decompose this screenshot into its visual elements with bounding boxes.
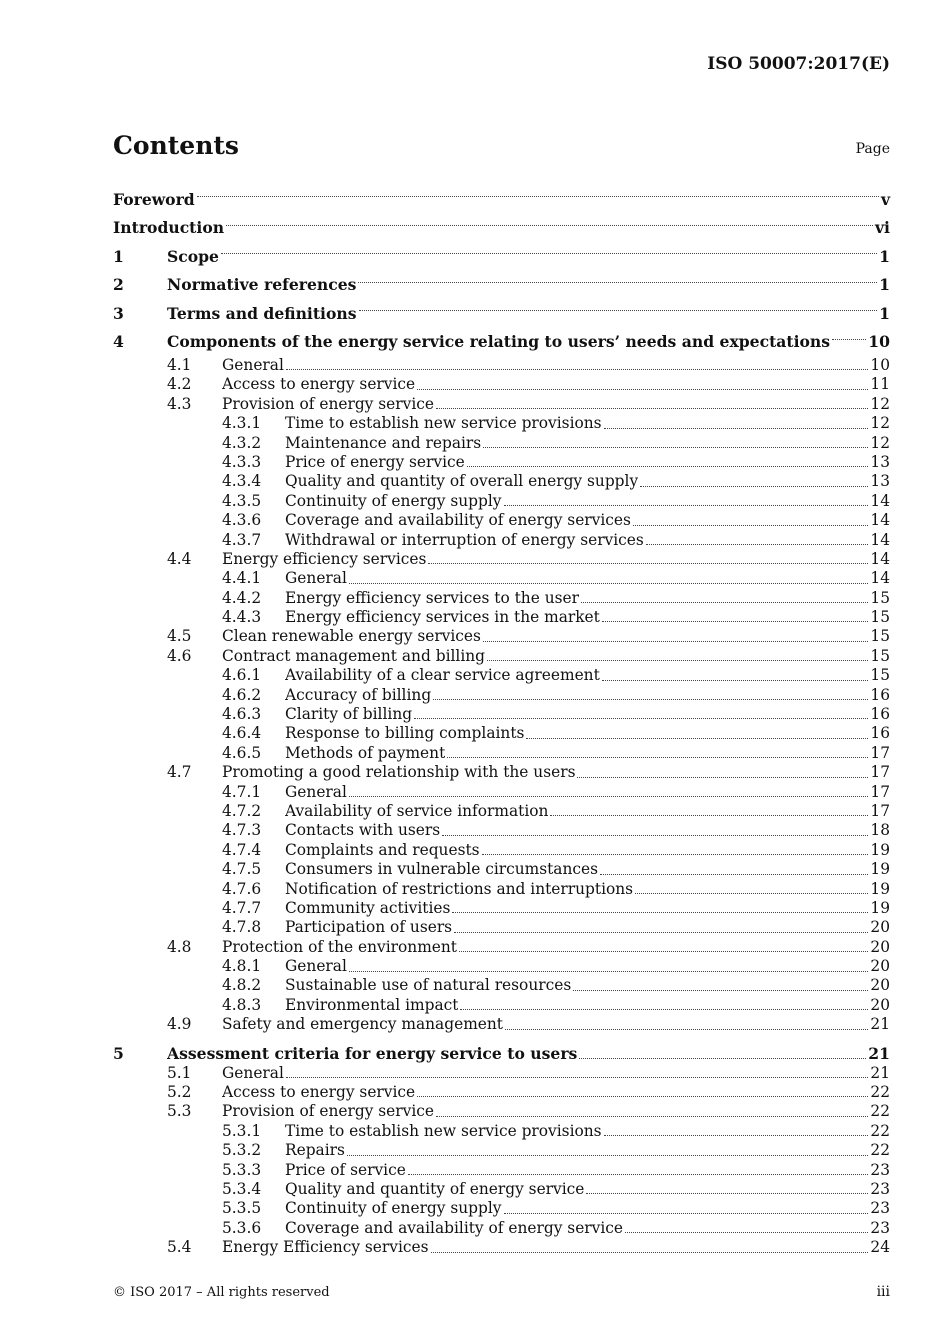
toc-entry-title: General xyxy=(222,1063,284,1082)
dot-leader xyxy=(226,225,873,226)
dot-leader xyxy=(579,1058,866,1059)
dot-leader xyxy=(504,1213,869,1214)
toc-entry-title: Availability of service information xyxy=(285,801,549,820)
toc-entry[interactable] xyxy=(113,724,890,743)
document-id: ISO 50007:2017(E) xyxy=(707,54,890,74)
toc-entry-title: Components of the energy service relating to users’ needs and expectations xyxy=(167,332,831,352)
toc-entry-number: 4.6.3 xyxy=(222,705,262,724)
toc-entry-page: 20 xyxy=(870,957,890,976)
dot-leader xyxy=(635,893,868,894)
toc-entry[interactable] xyxy=(113,1015,890,1034)
toc-entry[interactable] xyxy=(113,821,890,840)
table-of-contents xyxy=(113,185,890,1258)
toc-entry-number: 5 xyxy=(113,1044,124,1064)
dot-leader xyxy=(604,1135,869,1136)
toc-entry[interactable] xyxy=(113,395,890,414)
toc-entry-page: 19 xyxy=(870,879,890,898)
toc-entry-number: 4.3.1 xyxy=(222,414,262,433)
dot-leader xyxy=(349,971,869,972)
toc-entry[interactable] xyxy=(113,375,890,394)
toc-entry-title: Clean renewable energy services xyxy=(222,627,481,646)
toc-entry-title: General xyxy=(285,957,347,976)
toc-entry-title: Consumers in vulnerable circumstances xyxy=(285,860,599,879)
dot-leader xyxy=(442,835,868,836)
toc-entry-page: 20 xyxy=(870,937,890,956)
toc-entry-number: 4.7.3 xyxy=(222,821,262,840)
dot-leader xyxy=(604,428,869,429)
toc-entry[interactable] xyxy=(113,996,890,1015)
toc-entry-page: 1 xyxy=(879,275,890,295)
toc-entry-title: Provision of energy service xyxy=(222,1102,434,1121)
toc-entry-page: 16 xyxy=(870,685,890,704)
toc-entry-title: Notification of restrictions and interruptions xyxy=(285,879,634,898)
toc-entry-title: Access to energy service xyxy=(222,375,416,394)
toc-entry-page: 14 xyxy=(870,491,890,510)
toc-entry[interactable] xyxy=(113,1219,890,1238)
toc-entry-page: 15 xyxy=(870,666,890,685)
toc-entry-page: 21 xyxy=(868,1044,890,1064)
toc-entry[interactable] xyxy=(113,1161,890,1180)
dot-leader xyxy=(431,1252,869,1253)
toc-entry-number: 5.1 xyxy=(167,1063,192,1082)
toc-entry-title: Accuracy of billing xyxy=(285,685,432,704)
toc-entry[interactable] xyxy=(113,783,890,802)
toc-entry-number: 4.8.1 xyxy=(222,957,262,976)
toc-entry[interactable] xyxy=(113,492,890,511)
toc-entry[interactable] xyxy=(113,647,890,666)
toc-entry[interactable] xyxy=(113,1199,890,1218)
toc-entry-title: Coverage and availability of energy services xyxy=(285,511,631,530)
dot-leader xyxy=(467,466,869,467)
dot-leader xyxy=(197,196,879,197)
toc-entry-number: 5.3.1 xyxy=(222,1121,262,1140)
toc-entry[interactable] xyxy=(113,957,890,976)
dot-leader xyxy=(832,339,866,340)
toc-entry[interactable] xyxy=(113,918,890,937)
toc-entry-title: Response to billing complaints xyxy=(285,724,525,743)
toc-entry-title: Scope xyxy=(167,246,219,266)
toc-entry-number: 4.3 xyxy=(167,394,192,413)
toc-entry-page: 21 xyxy=(870,1015,890,1034)
toc-entry-number: 4.3.2 xyxy=(222,433,262,452)
dot-leader xyxy=(586,1193,868,1194)
toc-entry[interactable] xyxy=(113,1083,890,1102)
toc-entry[interactable] xyxy=(113,744,890,763)
toc-entry-number: 4.3.3 xyxy=(222,452,262,471)
dot-leader xyxy=(640,486,868,487)
toc-entry-page: 20 xyxy=(870,918,890,937)
toc-entry-page: 24 xyxy=(870,1238,890,1257)
toc-entry[interactable] xyxy=(113,1122,890,1141)
toc-entry-page: 22 xyxy=(870,1102,890,1121)
toc-entry-page: 15 xyxy=(870,588,890,607)
toc-entry-page: 15 xyxy=(870,627,890,646)
toc-entry-page: 20 xyxy=(870,995,890,1014)
toc-entry-page: 12 xyxy=(870,394,890,413)
dot-leader xyxy=(452,912,868,913)
toc-entry[interactable] xyxy=(113,1064,890,1083)
toc-entry-number: 4.3.7 xyxy=(222,530,262,549)
dot-leader xyxy=(483,447,868,448)
toc-entry-title: Energy efficiency services xyxy=(222,549,427,568)
toc-entry-number: 5.3.5 xyxy=(222,1199,262,1218)
toc-entry-number: 5.3.6 xyxy=(222,1218,262,1237)
toc-entry-page: 14 xyxy=(870,511,890,530)
toc-entry[interactable] xyxy=(113,185,890,214)
toc-entry[interactable] xyxy=(113,1141,890,1160)
toc-entry-page: 15 xyxy=(870,608,890,627)
toc-entry-page: 14 xyxy=(870,530,890,549)
toc-entry[interactable] xyxy=(113,899,890,918)
dot-leader xyxy=(625,1232,868,1233)
dot-leader xyxy=(417,389,868,390)
toc-entry[interactable] xyxy=(113,472,890,491)
toc-entry-page: 13 xyxy=(870,452,890,471)
dot-leader xyxy=(602,680,869,681)
toc-entry[interactable] xyxy=(113,1180,890,1199)
dot-leader xyxy=(428,563,868,564)
toc-entry[interactable] xyxy=(113,1102,890,1121)
dot-leader xyxy=(577,777,868,778)
toc-entry-title: Sustainable use of natural resources xyxy=(285,976,572,995)
toc-entry-title: Promoting a good relationship with the users xyxy=(222,763,576,782)
toc-entry-page: 22 xyxy=(870,1121,890,1140)
toc-entry-page: 15 xyxy=(870,646,890,665)
toc-entry-number: 4.8.2 xyxy=(222,976,262,995)
toc-entry-title: Environmental impact xyxy=(285,995,459,1014)
toc-entry-page: 19 xyxy=(870,840,890,859)
toc-entry-title: Time to establish new service provisions xyxy=(285,414,602,433)
dot-leader xyxy=(573,990,868,991)
dot-leader xyxy=(349,583,869,584)
toc-entry-title: Maintenance and repairs xyxy=(285,433,482,452)
toc-entry[interactable] xyxy=(113,531,890,550)
dot-leader xyxy=(447,757,868,758)
toc-entry[interactable] xyxy=(113,938,890,957)
toc-entry-number: 4.7.7 xyxy=(222,898,262,917)
toc-entry-page: 11 xyxy=(870,375,890,394)
toc-entry-page: 18 xyxy=(870,821,890,840)
toc-entry-number: 4.4 xyxy=(167,549,192,568)
toc-entry-number: 5.3.2 xyxy=(222,1141,262,1160)
toc-entry-page: 23 xyxy=(870,1218,890,1237)
toc-entry[interactable] xyxy=(113,608,890,627)
toc-entry-title: Clarity of billing xyxy=(285,705,413,724)
toc-entry-title: Normative references xyxy=(167,275,357,295)
toc-entry-title: Quality and quantity of energy service xyxy=(285,1180,585,1198)
toc-entry[interactable] xyxy=(113,356,890,375)
toc-entry-title: Protection of the environment xyxy=(222,937,457,956)
toc-entry-title: Quality and quantity of overall energy supply xyxy=(285,472,639,491)
toc-entry[interactable] xyxy=(113,686,890,705)
toc-entry-page: 23 xyxy=(870,1160,890,1179)
toc-entry-page: 17 xyxy=(870,763,890,782)
toc-entry-number: 5.2 xyxy=(167,1083,192,1102)
toc-entry-title: Contacts with users xyxy=(285,821,441,840)
toc-entry-page: 16 xyxy=(870,724,890,743)
dot-leader xyxy=(286,369,869,370)
toc-entry-number: 4.6.4 xyxy=(222,724,262,743)
toc-entry-title: Contract management and billing xyxy=(222,646,486,665)
toc-entry-page: 1 xyxy=(879,303,890,323)
toc-entry-number: 1 xyxy=(113,246,124,266)
toc-entry[interactable] xyxy=(113,977,890,996)
toc-entry-title: Continuity of energy supply xyxy=(285,491,502,510)
toc-entry-page: vi xyxy=(875,218,890,238)
toc-entry-page: 14 xyxy=(870,569,890,588)
toc-entry-page: 21 xyxy=(870,1063,890,1082)
dot-leader xyxy=(417,1096,868,1097)
toc-entry-page: 1 xyxy=(879,246,890,266)
dot-leader xyxy=(349,796,869,797)
toc-entry-title: Energy efficiency services in the market xyxy=(285,608,600,627)
toc-entry-title: Availability of a clear service agreement xyxy=(285,666,600,685)
toc-entry-number: 4.6.5 xyxy=(222,743,262,762)
dot-leader xyxy=(414,718,868,719)
toc-entry-number: 4.4.2 xyxy=(222,588,262,607)
toc-entry[interactable] xyxy=(113,453,890,472)
toc-entry-page: 10 xyxy=(870,355,890,374)
dot-leader xyxy=(286,1077,869,1078)
page-column-label: Page xyxy=(855,141,890,157)
toc-entry-number: 4.3.6 xyxy=(222,511,262,530)
dot-leader xyxy=(600,874,868,875)
toc-entry-page: 19 xyxy=(870,898,890,917)
toc-entry-page: 19 xyxy=(870,860,890,879)
toc-entry-number: 4.7.6 xyxy=(222,879,262,898)
toc-entry[interactable] xyxy=(113,511,890,530)
toc-entry-number: 4.6 xyxy=(167,646,192,665)
toc-entry-page: 17 xyxy=(870,743,890,762)
toc-entry-title: Time to establish new service provisions xyxy=(285,1121,602,1140)
dot-leader xyxy=(526,738,868,739)
toc-entry-number: 4.7.8 xyxy=(222,918,262,937)
toc-entry-number: 4.4.3 xyxy=(222,608,262,627)
toc-entry-title: Access to energy service xyxy=(222,1083,416,1102)
toc-entry-page: v xyxy=(880,189,890,209)
toc-entry-number: 5.3.4 xyxy=(222,1180,262,1198)
toc-entry-number: 4.3.4 xyxy=(222,472,262,491)
toc-entry[interactable] xyxy=(113,1044,890,1064)
toc-entry[interactable] xyxy=(113,880,890,899)
toc-entry-title: Terms and definitions xyxy=(167,303,357,323)
toc-entry[interactable] xyxy=(113,802,890,821)
toc-entry-page: 22 xyxy=(870,1141,890,1160)
toc-entry[interactable] xyxy=(113,550,890,569)
toc-entry-title: Safety and emergency management xyxy=(222,1015,503,1034)
toc-entry[interactable] xyxy=(113,589,890,608)
toc-entry-page: 12 xyxy=(870,433,890,452)
dot-leader xyxy=(436,1116,868,1117)
toc-entry[interactable] xyxy=(113,841,890,860)
dot-leader xyxy=(550,815,868,816)
dot-leader xyxy=(633,525,869,526)
toc-entry-title: Price of energy service xyxy=(285,452,465,471)
footer-page-number: iii xyxy=(876,1284,890,1300)
toc-entry-title: Withdrawal or interruption of energy services xyxy=(285,530,644,549)
toc-entry[interactable] xyxy=(113,434,890,453)
toc-entry-number: 4.6.1 xyxy=(222,666,262,685)
toc-entry-number: 4.8.3 xyxy=(222,995,262,1014)
toc-entry-title: Complaints and requests xyxy=(285,840,480,859)
toc-entry-page: 13 xyxy=(870,472,890,491)
toc-entry-page: 16 xyxy=(870,705,890,724)
toc-entry-number: 4.2 xyxy=(167,375,192,394)
dot-leader xyxy=(459,951,868,952)
dot-leader xyxy=(482,854,869,855)
toc-entry-title: General xyxy=(285,569,347,588)
toc-entry-number: 4 xyxy=(113,332,124,352)
toc-entry-page: 23 xyxy=(870,1180,890,1198)
contents-heading: Contents xyxy=(113,131,240,160)
toc-entry-page: 17 xyxy=(870,801,890,820)
toc-entry-number: 4.7.2 xyxy=(222,801,262,820)
toc-entry-page: 22 xyxy=(870,1083,890,1102)
toc-entry-number: 4.7.4 xyxy=(222,840,262,859)
toc-entry-number: 4.5 xyxy=(167,627,192,646)
toc-entry-title: Price of service xyxy=(285,1160,406,1179)
toc-entry[interactable] xyxy=(113,242,890,271)
toc-entry[interactable] xyxy=(113,414,890,433)
toc-entry-page: 20 xyxy=(870,976,890,995)
dot-leader xyxy=(436,408,868,409)
toc-entry[interactable] xyxy=(113,569,890,588)
dot-leader xyxy=(358,282,877,283)
dot-leader xyxy=(602,621,869,622)
toc-entry[interactable] xyxy=(113,299,890,328)
toc-entry-number: 4.9 xyxy=(167,1015,192,1034)
toc-entry-number: 3 xyxy=(113,303,124,323)
toc-entry-page: 23 xyxy=(870,1199,890,1218)
dot-leader xyxy=(460,1009,868,1010)
toc-entry-title: Coverage and availability of energy service xyxy=(285,1218,624,1237)
toc-entry[interactable] xyxy=(113,763,890,782)
toc-entry-number: 4.3.5 xyxy=(222,491,262,510)
toc-entry-title: Continuity of energy supply xyxy=(285,1199,502,1218)
toc-entry-number: 5.3.3 xyxy=(222,1160,262,1179)
toc-entry[interactable] xyxy=(113,328,890,357)
toc-entry-number: 4.4.1 xyxy=(222,569,262,588)
toc-entry-title: Methods of payment xyxy=(285,743,446,762)
toc-entry-page: 17 xyxy=(870,782,890,801)
toc-entry-page: 12 xyxy=(870,414,890,433)
toc-entry-title: Energy efficiency services to the user xyxy=(285,588,580,607)
toc-entry-title: Repairs xyxy=(285,1141,345,1160)
toc-entry-title: General xyxy=(222,355,284,374)
toc-entry-number: 4.1 xyxy=(167,355,192,374)
dot-leader xyxy=(347,1155,869,1156)
toc-entry[interactable] xyxy=(113,705,890,724)
toc-entry-number: 4.7.5 xyxy=(222,860,262,879)
dot-leader xyxy=(433,699,868,700)
toc-entry-number: 5.3 xyxy=(167,1102,192,1121)
dot-leader xyxy=(581,602,868,603)
toc-entry-title: Provision of energy service xyxy=(222,394,434,413)
dot-leader xyxy=(504,505,869,506)
toc-entry-title: Assessment criteria for energy service to users xyxy=(167,1044,578,1064)
toc-entry-title: General xyxy=(285,782,347,801)
toc-entry-page: 10 xyxy=(868,332,890,352)
toc-entry-number: 5.4 xyxy=(167,1238,192,1257)
dot-leader xyxy=(408,1174,869,1175)
dot-leader xyxy=(646,544,869,545)
toc-entry-title: Foreword xyxy=(113,189,195,209)
toc-entry-page: 14 xyxy=(870,549,890,568)
toc-entry-title: Energy Efficiency services xyxy=(222,1238,429,1257)
toc-entry[interactable] xyxy=(113,1238,890,1257)
toc-entry-title: Introduction xyxy=(113,218,225,238)
dot-leader xyxy=(505,1029,868,1030)
toc-entry-title: Participation of users xyxy=(285,918,453,937)
toc-entry[interactable] xyxy=(113,627,890,646)
toc-entry-number: 4.8 xyxy=(167,937,192,956)
dot-leader xyxy=(221,253,877,254)
toc-entry-number: 4.7 xyxy=(167,763,192,782)
dot-leader xyxy=(359,310,878,311)
toc-entry-number: 4.6.2 xyxy=(222,685,262,704)
dot-leader xyxy=(487,660,868,661)
toc-entry-number: 4.7.1 xyxy=(222,782,262,801)
footer-copyright: © ISO 2017 – All rights reserved xyxy=(113,1285,330,1300)
toc-entry[interactable] xyxy=(113,666,890,685)
toc-entry[interactable] xyxy=(113,214,890,243)
dot-leader xyxy=(454,932,868,933)
dot-leader xyxy=(483,641,868,642)
toc-entry[interactable] xyxy=(113,271,890,300)
toc-entry-title: Community activities xyxy=(285,898,451,917)
toc-entry-number: 2 xyxy=(113,275,124,295)
toc-entry[interactable] xyxy=(113,860,890,879)
